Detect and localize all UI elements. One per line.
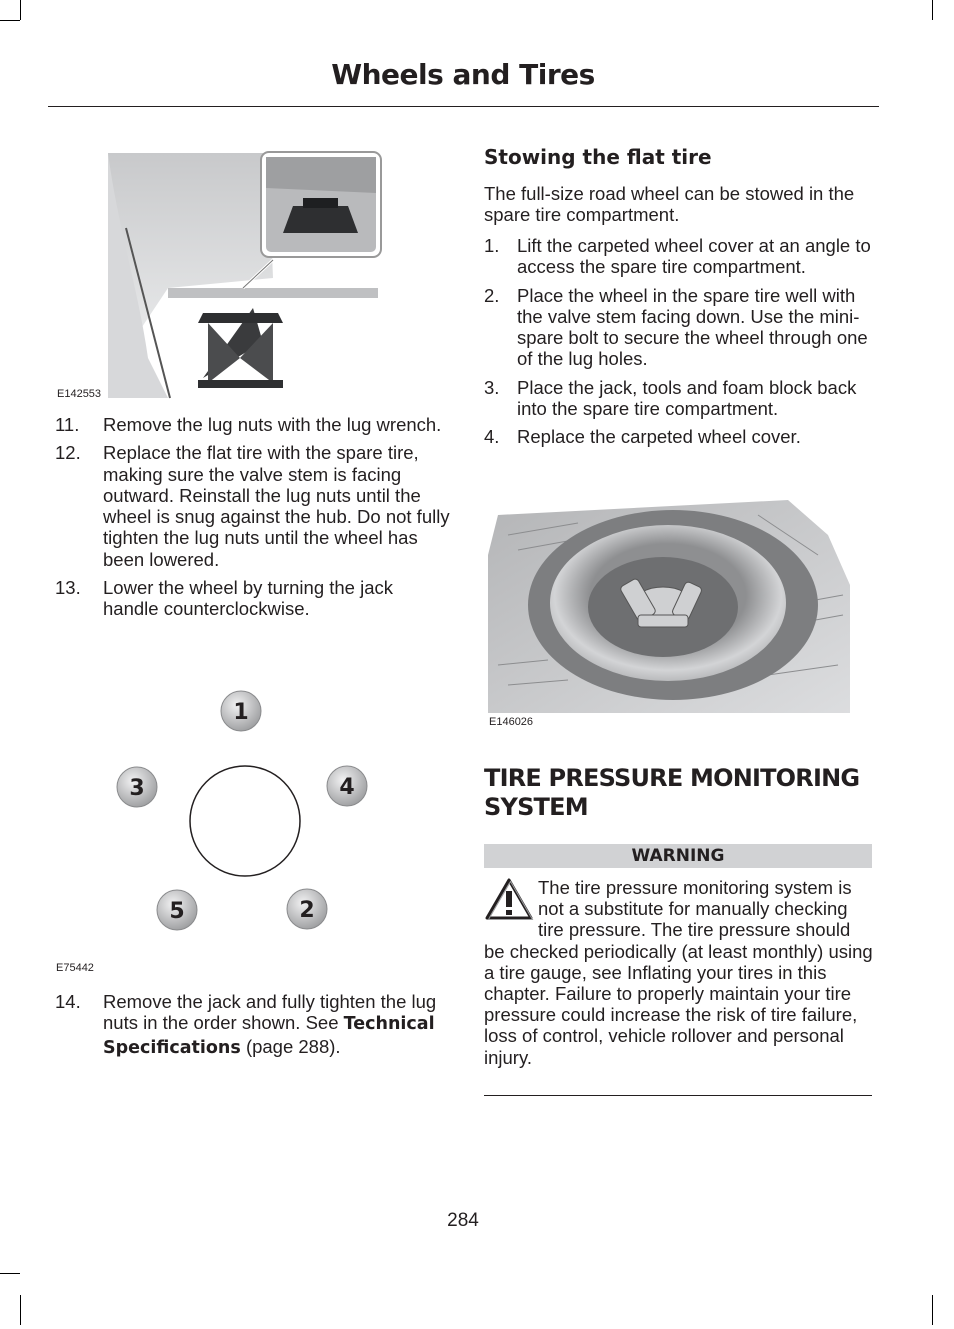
list-item: 1. Lift the carpeted wheel cover at an angle to access the spare tire compartment. <box>484 235 871 278</box>
svg-text:5: 5 <box>169 899 185 924</box>
lug-nut-5 <box>157 890 197 930</box>
lug-nut-4 <box>327 766 367 806</box>
left-steps-list <box>55 414 450 627</box>
step-14-list <box>55 991 450 1066</box>
technical-specifications-link[interactable]: Technical Specifications <box>103 1014 435 1058</box>
lug-nut-3 <box>117 767 157 807</box>
svg-text:3: 3 <box>129 776 145 801</box>
list-item: 3. Place the jack, tools and foam block back into the spare tire compartment. <box>484 376 857 420</box>
figure-code: E142553 <box>57 388 102 400</box>
crop-mark <box>0 1273 20 1274</box>
crop-mark <box>0 20 20 21</box>
crop-mark <box>20 1295 21 1325</box>
warning-text: The tire pressure monitoring system is not a substitute for manually checking tire pressure. The tire pressure should be checked periodically (at least monthly) using a tire gauge, see Inflating your tires in this chapter. Failure to properly maintain your tire pressure could increase the risk of tire failure, loss of control, vehicle rollover and personal injury. <box>484 877 873 1068</box>
svg-text:1: 1 <box>233 700 249 725</box>
spare-tire-illustration <box>488 495 850 713</box>
figure-code: E146026 <box>489 716 534 728</box>
warning-triangle-icon <box>484 877 536 923</box>
intro-paragraph: The full-size road wheel can be stowed in the spare tire compartment. <box>484 183 855 226</box>
figure-code: E75442 <box>56 962 94 974</box>
title-rule <box>48 106 879 107</box>
tpms-heading: TIRE PRESSURE MONITORING SYSTEM <box>484 764 860 821</box>
crop-mark <box>20 0 21 20</box>
svg-text:2: 2 <box>299 898 315 923</box>
section-heading: Stowing the flat tire <box>484 145 712 169</box>
svg-text:4: 4 <box>339 775 355 800</box>
list-item: 4. Replace the carpeted wheel cover. <box>484 426 801 448</box>
warning-rule <box>484 1095 872 1096</box>
page-number: 284 <box>447 1210 479 1231</box>
list-item: 14. Remove the jack and fully tighten the lug nuts in the order shown. See Technical Specifications (page 288). <box>55 991 437 1058</box>
list-item: 12. Replace the flat tire with the spare tire, making sure the valve stem is facing outward. Reinstall the lug nuts until the wheel is snug against the hub. Do not fully tighten the lug nuts until the wheel has been lowered. <box>55 442 450 570</box>
list-item: 2. Place the wheel in the spare tire well with the valve stem facing down. Use the mini-spare bolt to secure the wheel through one of the lug holes. <box>484 284 868 370</box>
crop-mark <box>932 0 933 20</box>
lug-nut-2 <box>287 889 327 929</box>
stowing-steps-list <box>484 235 876 455</box>
crop-mark <box>932 1295 933 1325</box>
jack-illustration <box>108 148 388 403</box>
list-item: 11. Remove the lug nuts with the lug wrench. <box>55 414 442 435</box>
page-title: Wheels and Tires <box>331 58 595 91</box>
warning-banner: WARNING <box>484 844 872 868</box>
list-item: 13. Lower the wheel by turning the jack handle counterclockwise. <box>55 577 394 620</box>
lug-nut-1 <box>221 691 261 731</box>
lug-pattern-diagram <box>110 686 375 938</box>
